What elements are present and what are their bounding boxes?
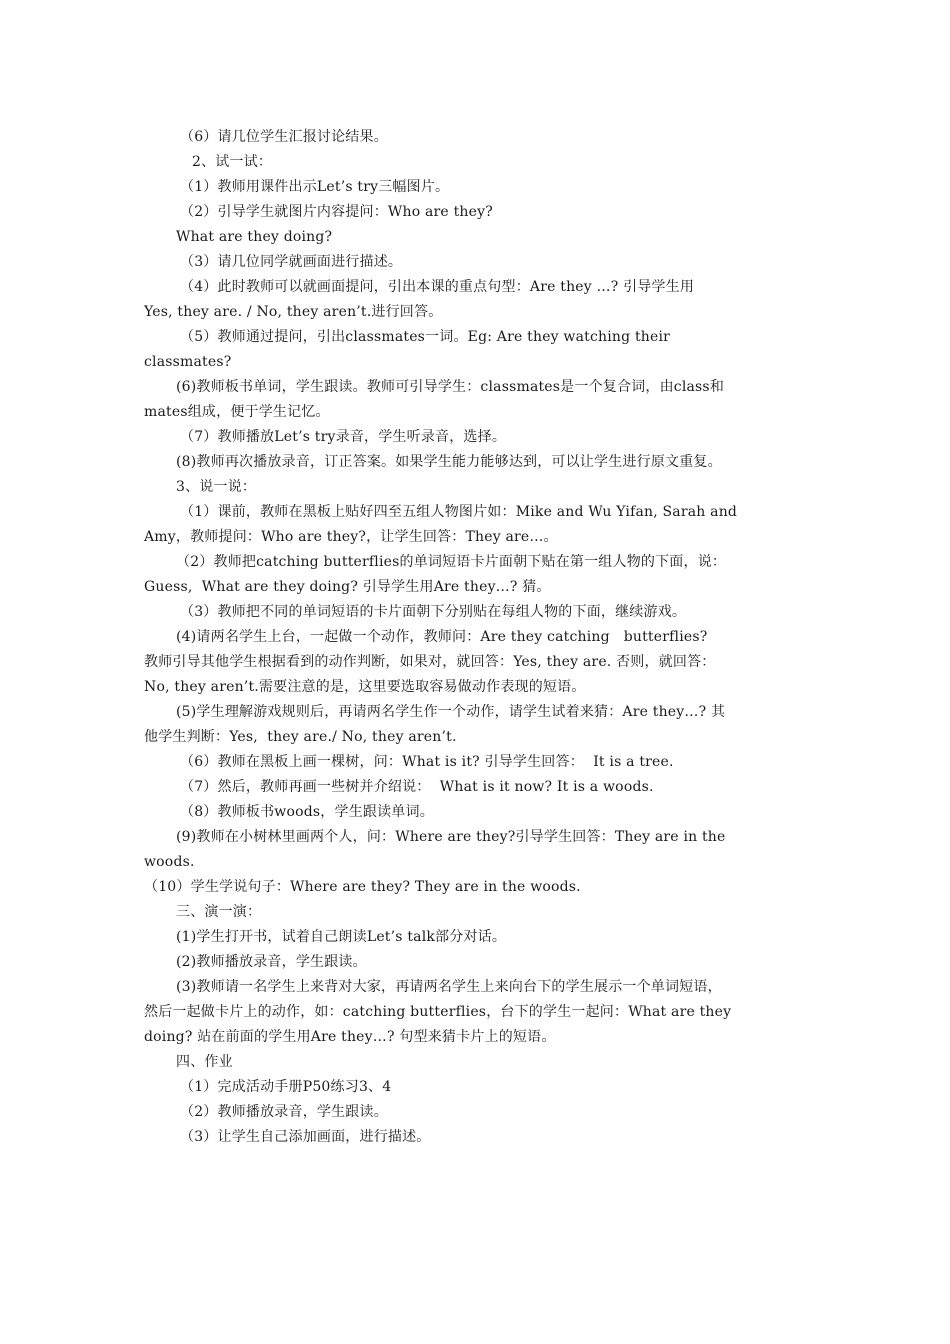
text-line: 教师引导其他学生根据看到的动作判断，如果对，就回答：Yes, they are. 否则，就回答： [144, 654, 716, 670]
text-line: (3)教师请一名学生上来背对大家，再请两名学生上来向台下的学生展示一个单词短语， [176, 979, 722, 995]
text-line: （6）请几位学生汇报讨论结果。 [180, 129, 388, 145]
text-line: （8）教师板书woods，学生跟读单词。 [180, 804, 434, 820]
text-line: （3）请几位同学就画面进行描述。 [180, 254, 403, 270]
text-line: (9)教师在小树林里画两个人，问：Where are they?引导学生回答：They are in the [176, 829, 726, 845]
section-heading: 四、作业 [176, 1054, 233, 1070]
text-line: (1)学生打开书，试着自己朗读Let’s talk部分对话。 [176, 929, 507, 945]
text-line: （3）让学生自己添加画面，进行描述。 [180, 1129, 431, 1145]
text-line: woods. [144, 854, 195, 870]
text-line: （2）引导学生就图片内容提问：Who are they? [180, 204, 493, 220]
text-line: （3）教师把不同的单词短语的卡片面朝下分别贴在每组人物的下面，继续游戏。 [180, 604, 687, 620]
text-line: Guess, What are they doing? 引导学生用Are they…? 猜。 [144, 579, 551, 595]
text-line: （2）教师播放录音，学生跟读。 [180, 1104, 388, 1120]
text-line: 然后一起做卡片上的动作，如：catching butterflies，台下的学生一起问：What are they [144, 1004, 732, 1020]
text-line: （4）此时教师可以就画面提问，引出本课的重点句型：Are they …? 引导学生用 [180, 279, 695, 295]
text-line: （5）教师通过提问，引出classmates一词。Eg: Are they watching their [180, 329, 671, 345]
text-line: (4)请两名学生上台，一起做一个动作，教师问：Are they catching butterflies? [176, 629, 708, 645]
text-line: （7）然后，教师再画一些树并介绍说： What is it now? It is a woods. [180, 779, 654, 795]
text-line: （2）教师把catching butterflies的单词短语卡片面朝下贴在第一组人物的下面，说： [176, 554, 727, 570]
section-heading: 3、说一说： [176, 479, 257, 495]
text-line: Yes, they are. / No, they aren’t.进行回答。 [144, 304, 443, 320]
text-line: doing? 站在前面的学生用Are they…? 句型来猜卡片上的短语。 [144, 1029, 556, 1045]
text-line: （1）完成活动手册P50练习3、4 [180, 1079, 392, 1095]
text-line: (2)教师播放录音，学生跟读。 [176, 954, 367, 970]
text-line: No, they aren’t.需要注意的是，这里要选取容易做动作表现的短语。 [144, 679, 586, 695]
text-line: 他学生判断：Yes, they are./ No, they aren’t. [144, 729, 457, 745]
text-line: （6）教师在黑板上画一棵树，问：What is it? 引导学生回答： It is a tree. [180, 754, 674, 770]
text-line: (8)教师再次播放录音，订正答案。如果学生能力能够达到，可以让学生进行原文重复。 [176, 454, 722, 470]
text-line: （1）教师用课件出示Let’s try三幅图片。 [180, 179, 450, 195]
text-line: (6)教师板书单词，学生跟读。教师可引导学生：classmates是一个复合词，由class和 [176, 379, 725, 395]
text-line: mates组成，便于学生记忆。 [144, 404, 330, 420]
text-line: classmates? [144, 354, 232, 370]
text-line: What are they doing? [176, 229, 333, 245]
text-line: Amy，教师提问：Who are they?，让学生回答：They are…。 [144, 529, 558, 545]
text-line: （7）教师播放Let’s try录音，学生听录音，选择。 [180, 429, 507, 445]
section-heading: 三、演一演： [176, 904, 262, 920]
text-line: (5)学生理解游戏规则后，再请两名学生作一个动作，请学生试着来猜：Are they…? 其 [176, 704, 726, 720]
section-heading: 2、试一试： [192, 154, 273, 170]
text-line: （10）学生学说句子：Where are they? They are in the woods. [144, 879, 581, 895]
text-line: （1）课前，教师在黑板上贴好四至五组人物图片如：Mike and Wu Yifan, Sarah and [180, 504, 738, 520]
